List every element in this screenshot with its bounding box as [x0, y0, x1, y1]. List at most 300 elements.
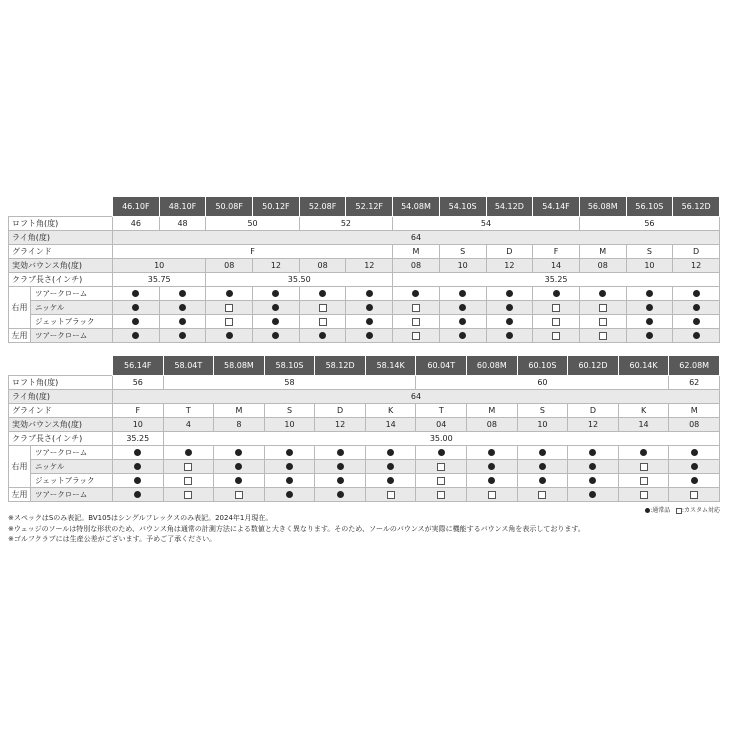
spec-value: 54 — [393, 217, 580, 231]
availability-cell — [618, 460, 669, 474]
row-label: グラインド — [9, 404, 113, 418]
availability-cell — [439, 329, 486, 343]
availability-cell — [365, 446, 416, 460]
standard-dot-icon — [459, 304, 466, 311]
custom-box-icon — [319, 318, 327, 326]
availability-cell — [626, 315, 673, 329]
spec-value: S — [626, 245, 673, 259]
spec-value: 56 — [579, 217, 719, 231]
availability-cell — [159, 315, 206, 329]
model-header: 50.08F — [206, 197, 253, 217]
availability-cell — [439, 315, 486, 329]
row-label: ライ角(度) — [9, 390, 113, 404]
length-row — [9, 432, 720, 446]
custom-box-icon — [437, 491, 445, 499]
spec-value: 08 — [393, 259, 440, 273]
grind-row — [9, 245, 720, 259]
spec-value: F — [113, 404, 164, 418]
availability-cell — [159, 329, 206, 343]
right-hand-label: 右用 — [9, 287, 31, 329]
spec-value: S — [517, 404, 568, 418]
availability-cell — [439, 301, 486, 315]
spec-value: 4 — [163, 418, 214, 432]
footnote: ※スペックはSのみ表記。BV105はシングルフレックスのみ表記。2024年1月現在。 — [8, 514, 273, 522]
spec-value: T — [416, 404, 467, 418]
availability-cell — [517, 460, 568, 474]
left-hand-label: 左用 — [9, 488, 31, 502]
availability-cell — [568, 474, 619, 488]
spec-value: 35.75 — [113, 273, 206, 287]
availability-cell — [299, 287, 346, 301]
custom-box-icon — [184, 491, 192, 499]
model-header: 46.10F — [113, 197, 160, 217]
availability-cell — [365, 474, 416, 488]
model-header: 54.08M — [393, 197, 440, 217]
availability-cell — [416, 488, 467, 502]
finish-label: ツアークローム — [31, 446, 113, 460]
left-tour-chrome-row — [9, 488, 720, 502]
availability-cell — [568, 488, 619, 502]
availability-cell — [163, 488, 214, 502]
availability-cell — [626, 329, 673, 343]
spec-value: 35.25 — [393, 273, 720, 287]
availability-cell — [393, 329, 440, 343]
model-header: 56.10S — [626, 197, 673, 217]
availability-cell — [467, 474, 518, 488]
standard-dot-icon — [366, 332, 373, 339]
standard-dot-icon — [286, 477, 293, 484]
spec-value: 60 — [416, 376, 669, 390]
spec-value: M — [214, 404, 265, 418]
availability-cell — [299, 301, 346, 315]
availability-cell — [673, 329, 720, 343]
standard-dot-icon — [412, 290, 419, 297]
finish-label: ニッケル — [31, 460, 113, 474]
availability-cell — [264, 446, 315, 460]
standard-dot-icon — [179, 318, 186, 325]
availability-cell — [486, 315, 533, 329]
standard-dot-icon — [488, 463, 495, 470]
availability-cell — [163, 474, 214, 488]
spec-value: 14 — [618, 418, 669, 432]
custom-box-icon — [640, 477, 648, 485]
custom-box-icon — [235, 491, 243, 499]
spec-value: 08 — [467, 418, 518, 432]
standard-dot-icon — [691, 463, 698, 470]
standard-dot-icon — [387, 463, 394, 470]
availability-cell — [214, 474, 265, 488]
spec-table-1 — [8, 196, 720, 343]
availability-cell — [467, 446, 518, 460]
availability-cell — [163, 460, 214, 474]
availability-cell — [673, 287, 720, 301]
custom-box-icon — [552, 332, 560, 340]
spec-value: 10 — [439, 259, 486, 273]
custom-box-icon — [599, 318, 607, 326]
availability-cell — [346, 329, 393, 343]
availability-cell — [568, 446, 619, 460]
standard-dot-icon — [459, 332, 466, 339]
standard-dot-icon — [134, 491, 141, 498]
spec-value: 48 — [159, 217, 206, 231]
standard-dot-icon — [539, 477, 546, 484]
custom-box-icon — [538, 491, 546, 499]
availability-cell — [618, 474, 669, 488]
footnote: ※ゴルフクラブには生産公差がございます。予めご了承ください。 — [8, 535, 217, 543]
availability-cell — [253, 301, 300, 315]
custom-box-icon — [488, 491, 496, 499]
availability-cell — [439, 287, 486, 301]
availability-cell — [393, 315, 440, 329]
availability-cell — [159, 301, 206, 315]
availability-cell — [486, 301, 533, 315]
availability-cell — [416, 474, 467, 488]
spec-value: 14 — [533, 259, 580, 273]
standard-dot-icon — [272, 318, 279, 325]
availability-cell — [365, 460, 416, 474]
row-label: ライ角(度) — [9, 231, 113, 245]
availability-cell — [253, 287, 300, 301]
standard-dot-icon — [366, 304, 373, 311]
spec-value: 14 — [365, 418, 416, 432]
availability-cell — [669, 460, 720, 474]
availability-cell — [533, 315, 580, 329]
finish-label: ニッケル — [31, 301, 113, 315]
availability-cell — [206, 329, 253, 343]
spec-value: 10 — [626, 259, 673, 273]
model-header: 60.14K — [618, 356, 669, 376]
availability-cell — [113, 315, 160, 329]
availability-cell — [113, 460, 164, 474]
standard-dot-icon — [132, 332, 139, 339]
model-header: 52.12F — [346, 197, 393, 217]
availability-cell — [568, 460, 619, 474]
standard-dot-icon — [337, 477, 344, 484]
standard-dot-icon — [387, 449, 394, 456]
model-header: 58.08M — [214, 356, 265, 376]
standard-dot-icon — [132, 290, 139, 297]
availability-cell — [486, 287, 533, 301]
availability-cell — [113, 446, 164, 460]
spec-value: D — [315, 404, 366, 418]
bounce-row — [9, 259, 720, 273]
standard-dot-icon — [366, 290, 373, 297]
spec-value: 08 — [206, 259, 253, 273]
spec-value: 08 — [669, 418, 720, 432]
model-header: 58.14K — [365, 356, 416, 376]
standard-dot-icon — [459, 290, 466, 297]
row-label: クラブ長さ(インチ) — [9, 432, 113, 446]
finish-label: ツアークローム — [31, 488, 113, 502]
availability-cell — [517, 446, 568, 460]
availability-cell — [264, 488, 315, 502]
availability-cell — [206, 287, 253, 301]
right-nickel-row — [9, 301, 720, 315]
standard-dot-icon — [506, 290, 513, 297]
right-tour-chrome-row — [9, 287, 720, 301]
standard-dot-icon — [179, 290, 186, 297]
model-header: 54.10S — [439, 197, 486, 217]
standard-dot-icon — [539, 449, 546, 456]
standard-dot-icon — [337, 449, 344, 456]
spec-value: 50 — [206, 217, 299, 231]
row-label: グラインド — [9, 245, 113, 259]
standard-dot-icon — [337, 491, 344, 498]
standard-dot-icon — [226, 332, 233, 339]
standard-dot-icon — [134, 477, 141, 484]
availability-cell — [579, 329, 626, 343]
model-header: 60.08M — [467, 356, 518, 376]
row-label: 実効バウンス角(度) — [9, 418, 113, 432]
custom-box-icon — [225, 304, 233, 312]
availability-cell — [264, 460, 315, 474]
model-header-row — [9, 356, 720, 376]
availability-cell — [486, 329, 533, 343]
availability-cell — [214, 488, 265, 502]
standard-dot-icon — [319, 290, 326, 297]
lie-row — [9, 231, 720, 245]
custom-box-icon — [552, 304, 560, 312]
standard-dot-icon — [272, 332, 279, 339]
spec-value: S — [439, 245, 486, 259]
availability-cell — [163, 446, 214, 460]
custom-box-icon — [640, 463, 648, 471]
spec-value: 35.25 — [113, 432, 164, 446]
bounce-row — [9, 418, 720, 432]
standard-dot-icon — [235, 449, 242, 456]
availability-cell — [626, 287, 673, 301]
availability-cell — [416, 446, 467, 460]
standard-dot-icon — [646, 304, 653, 311]
model-header: 52.08F — [299, 197, 346, 217]
availability-cell — [264, 474, 315, 488]
standard-dot-icon — [589, 477, 596, 484]
legend-standard: :通常品 — [650, 507, 671, 514]
availability-cell — [346, 315, 393, 329]
availability-cell — [416, 460, 467, 474]
finish-label: ツアークローム — [31, 287, 113, 301]
standard-dot-icon — [646, 332, 653, 339]
custom-box-icon — [690, 491, 698, 499]
row-label: クラブ長さ(インチ) — [9, 273, 113, 287]
spec-value: M — [579, 245, 626, 259]
availability-cell — [669, 446, 720, 460]
availability-cell — [159, 287, 206, 301]
standard-dot-icon — [387, 477, 394, 484]
standard-dot-icon — [693, 332, 700, 339]
standard-dot-icon — [235, 477, 242, 484]
spec-value: D — [673, 245, 720, 259]
standard-dot-icon — [506, 332, 513, 339]
legend — [645, 505, 720, 514]
standard-dot-icon — [640, 449, 647, 456]
custom-box-icon — [387, 491, 395, 499]
spec-value: M — [669, 404, 720, 418]
model-header: 56.08M — [579, 197, 626, 217]
model-header: 54.12D — [486, 197, 533, 217]
standard-dot-icon — [179, 304, 186, 311]
availability-cell — [626, 301, 673, 315]
spec-value: 10 — [264, 418, 315, 432]
custom-box-icon — [184, 477, 192, 485]
model-header: 60.04T — [416, 356, 467, 376]
standard-dot-icon — [319, 332, 326, 339]
left-hand-label: 左用 — [9, 329, 31, 343]
spec-value: 04 — [416, 418, 467, 432]
model-header: 62.08M — [669, 356, 720, 376]
availability-cell — [579, 315, 626, 329]
standard-dot-icon — [693, 304, 700, 311]
availability-cell — [346, 287, 393, 301]
availability-cell — [253, 329, 300, 343]
spec-value: F — [113, 245, 393, 259]
availability-cell — [253, 315, 300, 329]
standard-dot-icon — [693, 318, 700, 325]
standard-dot-icon — [286, 463, 293, 470]
standard-dot-icon — [132, 304, 139, 311]
spec-value: S — [264, 404, 315, 418]
standard-dot-icon — [589, 449, 596, 456]
row-label: 実効バウンス角(度) — [9, 259, 113, 273]
availability-cell — [533, 301, 580, 315]
spec-value: K — [365, 404, 416, 418]
standard-dot-icon — [691, 477, 698, 484]
model-header: 54.14F — [533, 197, 580, 217]
standard-dot-icon — [179, 332, 186, 339]
availability-cell — [618, 446, 669, 460]
spec-value: 64 — [113, 231, 720, 245]
model-header: 58.04T — [163, 356, 214, 376]
spec-value: 56 — [113, 376, 164, 390]
standard-dot-icon — [506, 304, 513, 311]
spec-value: 10 — [113, 418, 164, 432]
availability-cell — [315, 446, 366, 460]
availability-cell — [393, 301, 440, 315]
spec-value: 08 — [579, 259, 626, 273]
availability-cell — [206, 315, 253, 329]
availability-cell — [517, 474, 568, 488]
standard-dot-icon — [185, 449, 192, 456]
spec-value: 35.00 — [163, 432, 719, 446]
standard-dot-icon — [646, 290, 653, 297]
availability-cell — [467, 460, 518, 474]
row-label: ロフト角(度) — [9, 376, 113, 390]
standard-dot-icon — [488, 477, 495, 484]
spec-value: D — [486, 245, 533, 259]
standard-dot-icon — [272, 290, 279, 297]
spec-value: T — [163, 404, 214, 418]
standard-dot-icon — [286, 491, 293, 498]
model-header-row — [9, 197, 720, 217]
custom-box-icon — [225, 318, 233, 326]
availability-cell — [299, 329, 346, 343]
footnote: ※ウェッジのソールは特別な形状のため、バウンス角は通常の計測方法による数値と大きく異なります。そのため、ソールのバウンスが実際に機能するバウンス角を表示しております。 — [8, 524, 585, 533]
right-nickel-row — [9, 460, 720, 474]
standard-dot-icon — [226, 290, 233, 297]
availability-cell — [517, 488, 568, 502]
custom-box-icon — [437, 463, 445, 471]
right-jet-black-row — [9, 315, 720, 329]
spec-value: 58 — [163, 376, 416, 390]
spec-value: 12 — [486, 259, 533, 273]
availability-cell — [299, 315, 346, 329]
standard-dot-icon — [459, 318, 466, 325]
finish-label: ジェットブラック — [31, 474, 113, 488]
standard-dot-icon — [646, 318, 653, 325]
model-header: 58.12D — [315, 356, 366, 376]
standard-dot-icon — [506, 318, 513, 325]
availability-cell — [206, 301, 253, 315]
spec-value: D — [568, 404, 619, 418]
spec-value: 64 — [113, 390, 720, 404]
custom-box-icon — [412, 304, 420, 312]
spec-value: K — [618, 404, 669, 418]
availability-cell — [113, 329, 160, 343]
spec-value: F — [533, 245, 580, 259]
spec-value: 52 — [299, 217, 392, 231]
spec-value: 8 — [214, 418, 265, 432]
availability-cell — [113, 474, 164, 488]
availability-cell — [673, 301, 720, 315]
right-jet-black-row — [9, 474, 720, 488]
right-tour-chrome-row — [9, 446, 720, 460]
model-header: 60.12D — [568, 356, 619, 376]
spec-value: 46 — [113, 217, 160, 231]
spec-value: 12 — [568, 418, 619, 432]
custom-box-icon — [184, 463, 192, 471]
loft-row — [9, 217, 720, 231]
custom-box-icon — [599, 332, 607, 340]
availability-cell — [533, 329, 580, 343]
loft-row — [9, 376, 720, 390]
finish-label: ツアークローム — [31, 329, 113, 343]
model-header: 60.10S — [517, 356, 568, 376]
custom-box-icon — [412, 318, 420, 326]
custom-box-icon — [599, 304, 607, 312]
standard-dot-icon — [272, 304, 279, 311]
left-tour-chrome-row — [9, 329, 720, 343]
spec-value: 35.50 — [206, 273, 393, 287]
custom-box-icon — [437, 477, 445, 485]
standard-dot-icon — [366, 318, 373, 325]
spec-value: 10 — [517, 418, 568, 432]
standard-dot-icon — [589, 463, 596, 470]
availability-cell — [618, 488, 669, 502]
availability-cell — [673, 315, 720, 329]
standard-dot-icon — [235, 463, 242, 470]
spec-value: 62 — [669, 376, 720, 390]
availability-cell — [669, 488, 720, 502]
spec-table-2 — [8, 355, 720, 502]
spec-value: 12 — [346, 259, 393, 273]
standard-dot-icon — [553, 290, 560, 297]
spec-value: 12 — [673, 259, 720, 273]
custom-box-icon — [412, 332, 420, 340]
availability-cell — [533, 287, 580, 301]
availability-cell — [346, 301, 393, 315]
standard-dot-icon — [286, 449, 293, 456]
availability-cell — [579, 287, 626, 301]
availability-cell — [315, 474, 366, 488]
standard-dot-icon — [539, 463, 546, 470]
availability-cell — [579, 301, 626, 315]
spec-value: M — [393, 245, 440, 259]
row-label: ロフト角(度) — [9, 217, 113, 231]
availability-cell — [315, 488, 366, 502]
legend-custom: :カスタム対応 — [681, 507, 720, 514]
finish-label: ジェットブラック — [31, 315, 113, 329]
availability-cell — [113, 287, 160, 301]
